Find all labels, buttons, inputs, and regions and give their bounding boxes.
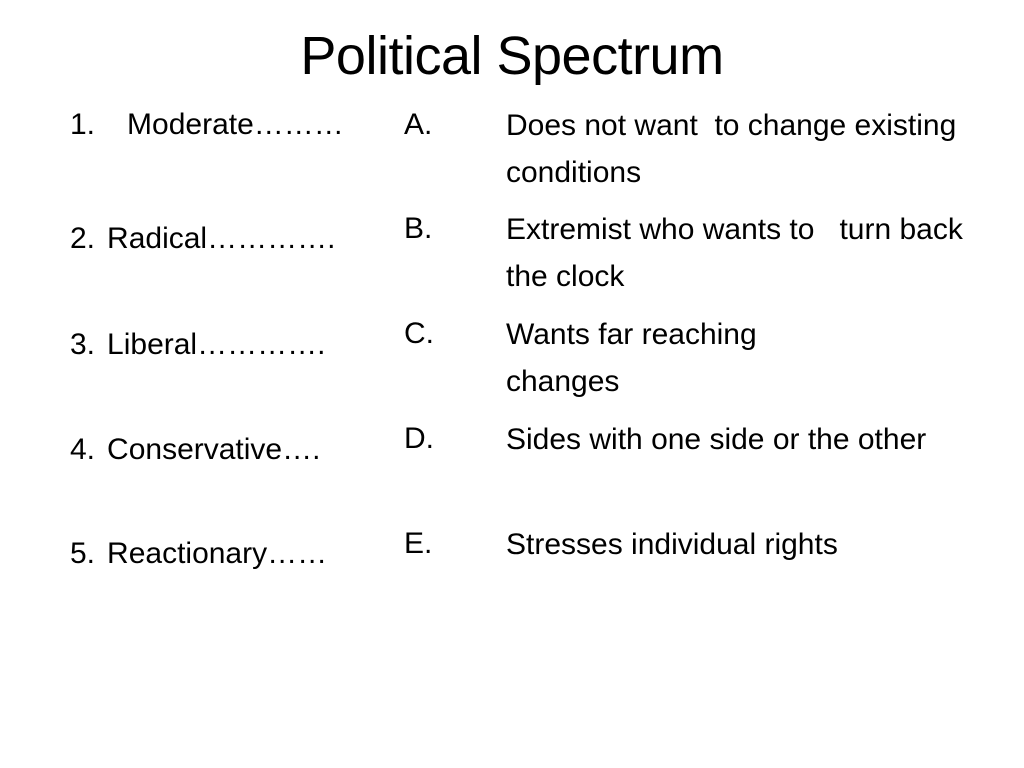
definition-text-d: Sides with one side or the other bbox=[506, 423, 927, 456]
term-item-2 bbox=[70, 221, 335, 257]
term-item-3 bbox=[70, 327, 325, 363]
term-item-4 bbox=[70, 432, 320, 468]
definition-letter-e: E. bbox=[404, 527, 433, 560]
term-label: Reactionary…… bbox=[107, 537, 328, 570]
slide-title: Political Spectrum bbox=[300, 26, 724, 86]
definition-text-a: Does not want to change existing conditions bbox=[506, 109, 965, 189]
term-number: 4. bbox=[70, 433, 96, 466]
definition-text-b: Extremist who wants to turn back the clock bbox=[506, 213, 972, 293]
definition-letter-b: B. bbox=[404, 212, 433, 245]
term-label: Moderate……… bbox=[127, 108, 344, 141]
term-item-5 bbox=[70, 536, 327, 572]
definition-text-e: Stresses individual rights bbox=[506, 528, 838, 561]
term-number: 3. bbox=[70, 328, 96, 361]
term-number: 5. bbox=[70, 537, 96, 570]
term-number: 2. bbox=[70, 222, 96, 255]
term-label: Liberal…………. bbox=[107, 328, 326, 361]
definition-text-c: Wants far reaching changes bbox=[506, 318, 766, 398]
term-label: Radical…………. bbox=[107, 222, 336, 255]
definition-letter-c: C. bbox=[404, 317, 434, 350]
term-item-1 bbox=[70, 107, 344, 143]
term-number: 1. bbox=[70, 108, 96, 141]
definition-letter-a: A. bbox=[404, 108, 433, 141]
definition-letter-d: D. bbox=[404, 422, 434, 455]
term-label: Conservative…. bbox=[107, 433, 321, 466]
